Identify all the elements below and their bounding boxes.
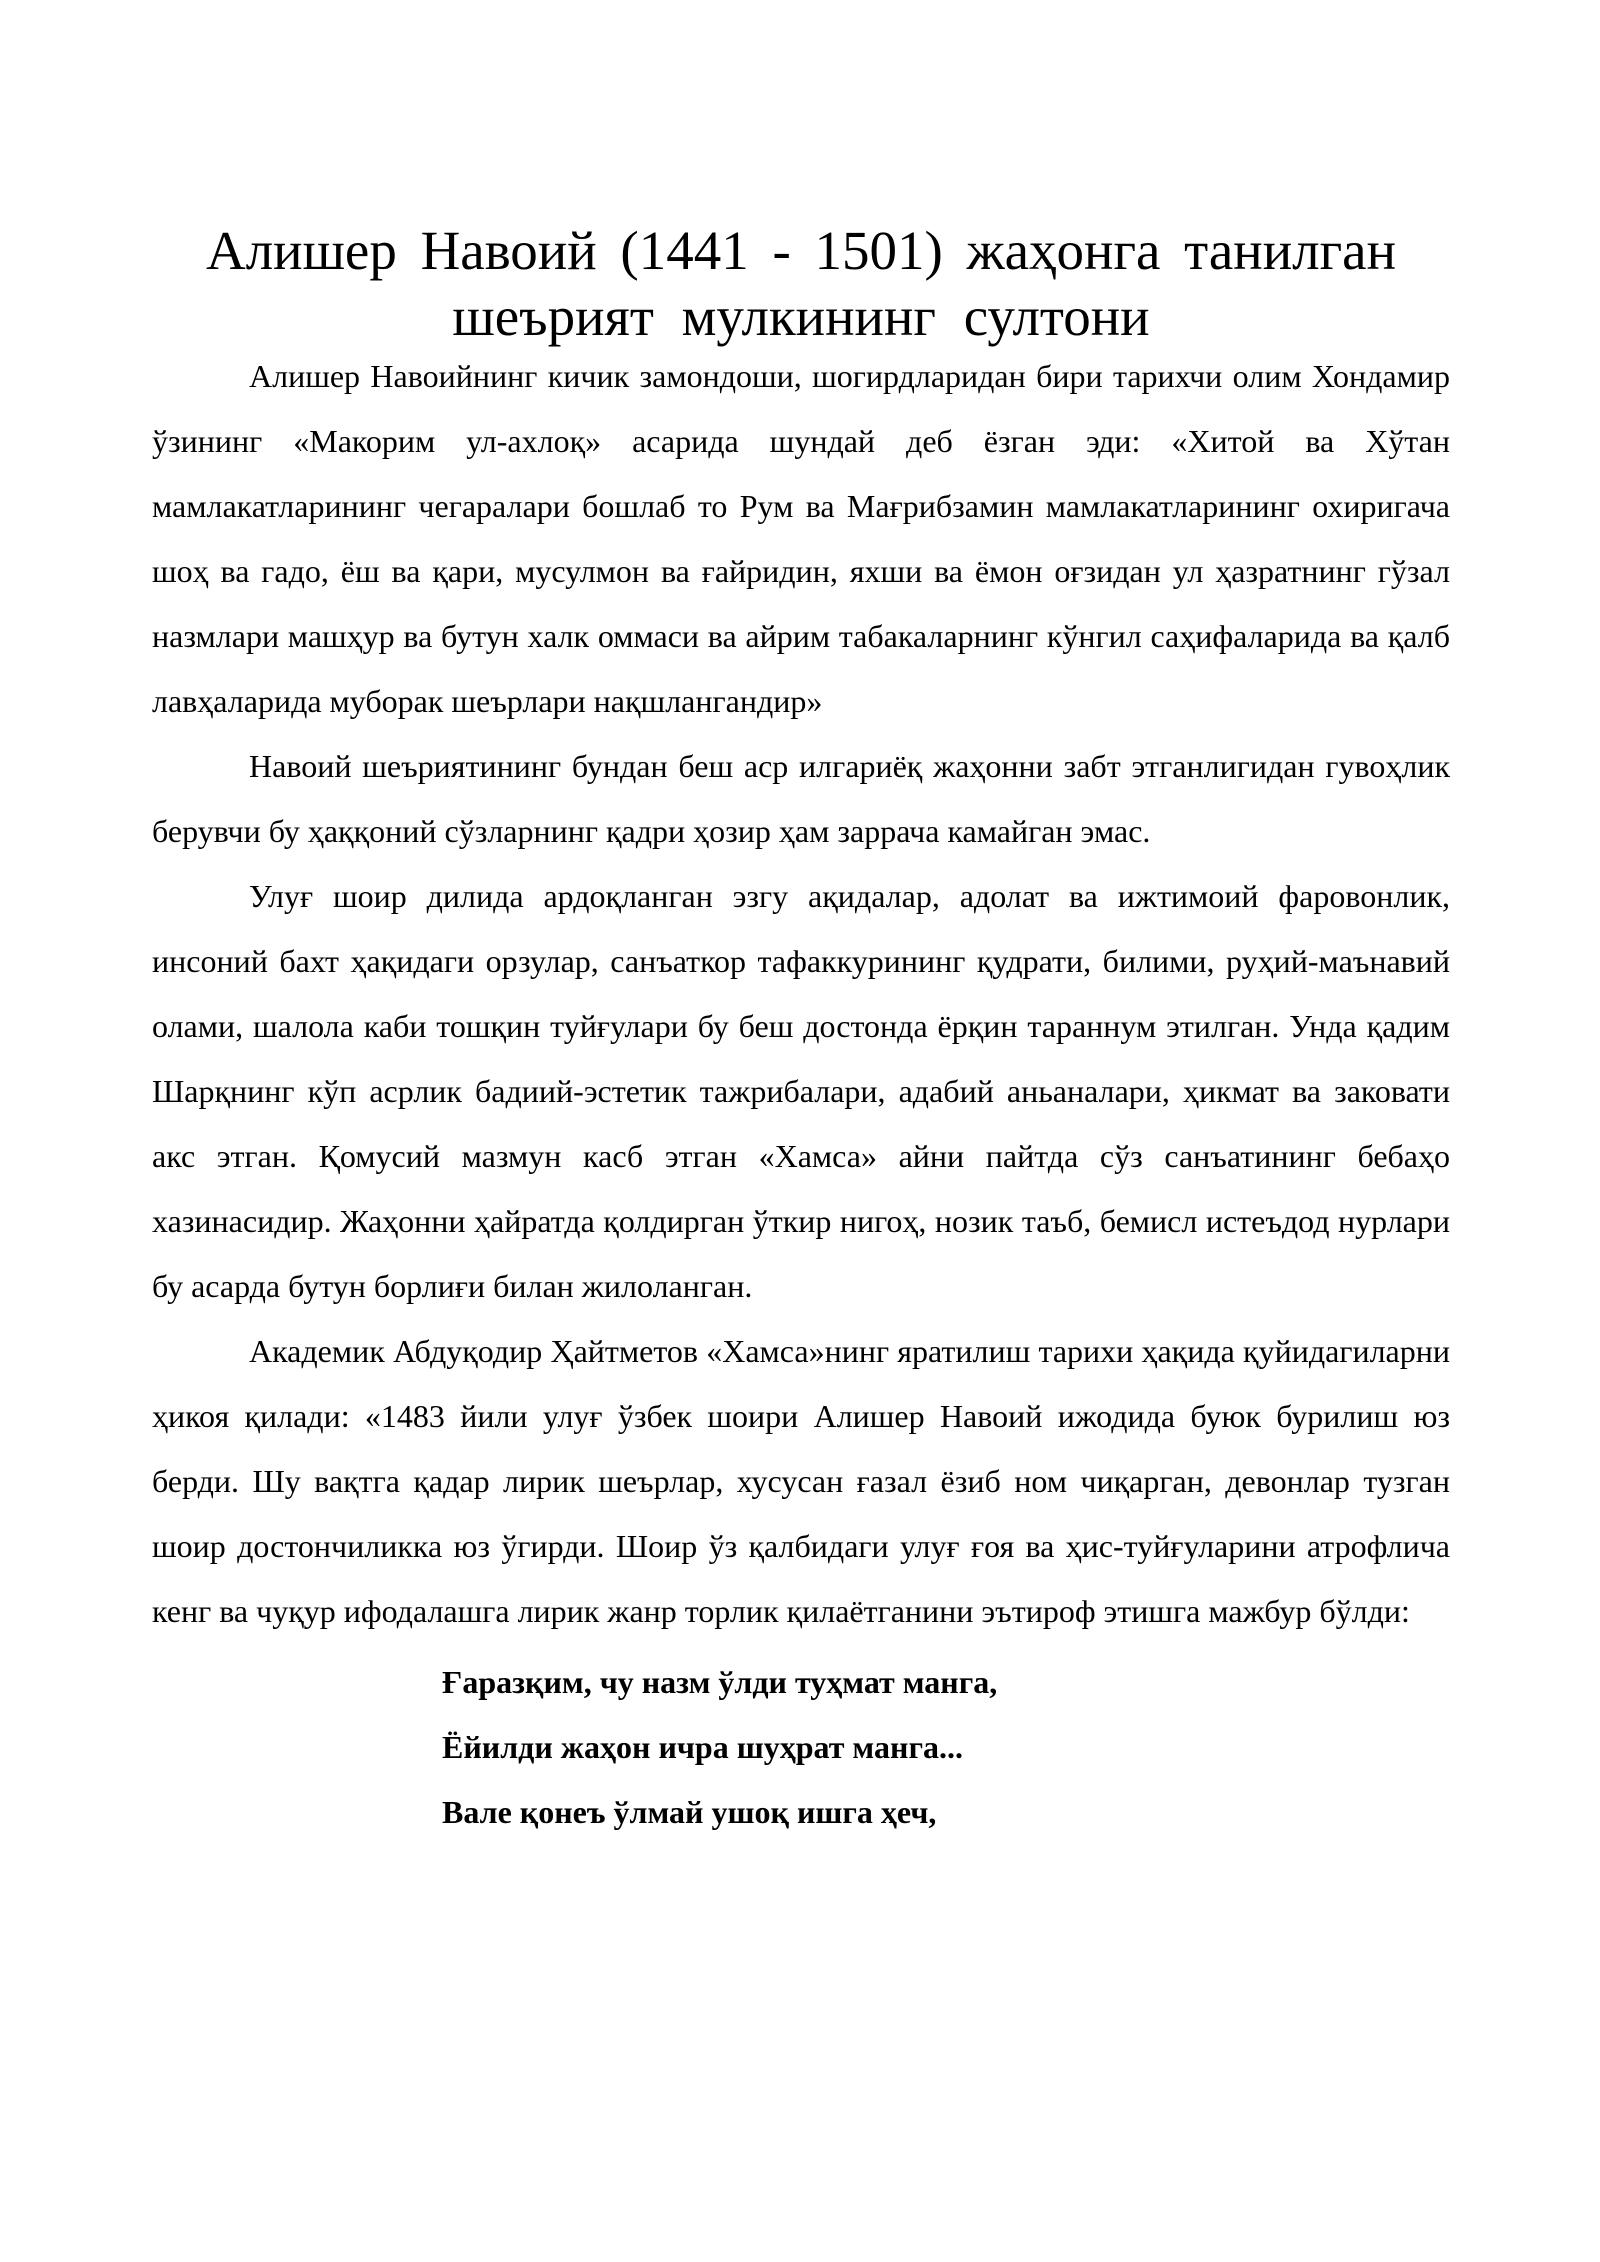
- paragraph-hayitmetov: Академик Абдуқодир Ҳайтметов «Хамса»нинг яратилиш тарихи ҳақида қуйидагиларни ҳикоя қилади: «1483 йили улуғ ўзбек шоири Алишер Навоий ижодида буюк бурилиш юз берди. Шу вақтга қадар лирик шеърлар, хусусан ғазал ёзиб ном чиқарган, девонлар тузган шоир достончиликка юз ўгирди. Шоир ўз қалбидаги улуғ ғоя ва ҳис-туйғуларини атрофлича кенг ва чуқур ифодалашга лирик жанр торлик қилаётганини эътироф этишга мажбур бўлди:: [152, 1333, 1450, 1629]
- verse-line-1: Ғаразқим, чу назм ўлди туҳмат манга,: [442, 1664, 998, 1700]
- paragraph-five-centuries: Навоий шеъриятининг бундан беш аср илгариёқ жаҳонни забт этганлигидан гувоҳлик берувчи бу ҳаққоний сўзларнинг қадри ҳозир ҳам заррача камайган эмас.: [152, 748, 1450, 849]
- paragraph-khamsa-description: Улуғ шоир дилида ардоқланган эзгу ақидалар, адолат ва ижтимоий фаровонлик, инсоний бахт ҳақидаги орзулар, санъаткор тафаккурининг қудрати, билими, руҳий-маънавий олами, шалола каби тошқин туйғулари бу беш достонда ёрқин тараннум этилган. Унда қадим Шарқнинг кўп асрлик бадиий-эстетик тажрибалари, адабий аньаналари, ҳикмат ва заковати акс этган. Қомусий мазмун касб этган «Хамса» айни пайтда сўз санъатининг бебаҳо хазинасидир. Жаҳонни ҳайратда қолдирган ўткир нигоҳ, нозик таъб, бемисл истеъдод нурлари бу асарда бутун борлиғи билан жилоланган.: [152, 878, 1450, 1304]
- document-title: [152, 0, 1450, 350]
- verse-line-3: Вале қонеъ ўлмай ушоқ ишга ҳеч,: [442, 1794, 937, 1830]
- document-page: [152, 0, 1450, 1845]
- title-line-2: шеърият мулкининг султони: [452, 286, 1150, 347]
- document-body: [152, 344, 1450, 1845]
- verse-block: [152, 1644, 1450, 1845]
- paragraph-khondamir-quote: Алишер Навоийнинг кичик замондоши, шогирдларидан бири тарихчи олим Хондамир ўзининг «Макорим ул-ахлоқ» асарида шундай деб ёзган эди: «Хитой ва Хўтан мамлакатларининг чегаралари бошлаб то Рум ва Мағрибзамин мамлакатларининг охиригача шоҳ ва гадо, ёш ва қари, мусулмон ва ғайридин, яхши ва ёмон оғзидан ул ҳазратнинг гўзал назмлари машҳур ва бутун халк оммаси ва айрим табакаларнинг кўнгил саҳифаларида ва қалб лавҳаларида муборак шеърлари нақшлангандир»: [152, 358, 1450, 719]
- verse-line-2: Ёйилди жаҳон ичра шуҳрат манга...: [442, 1729, 963, 1765]
- title-line-1: Алишер Навоий (1441 - 1501) жаҳонга танилган: [205, 220, 1397, 281]
